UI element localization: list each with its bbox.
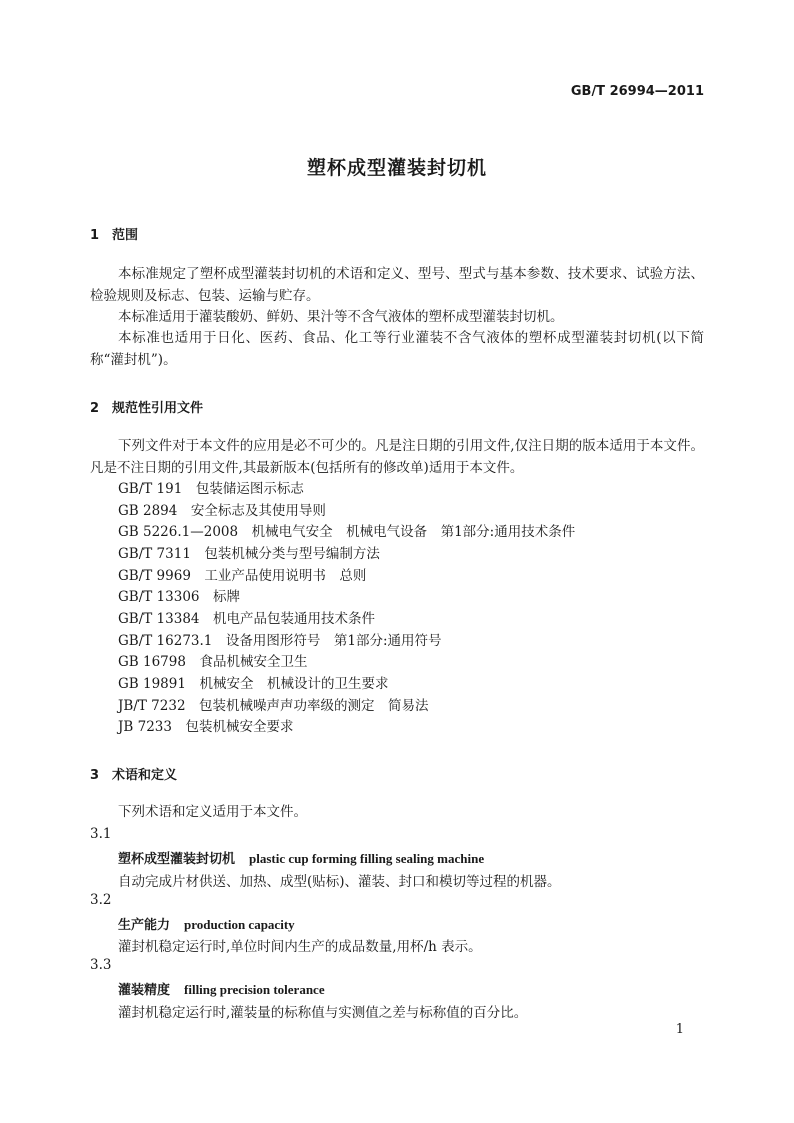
term-definition: 自动完成片材供送、加热、成型(贴标)、灌装、封口和模切等过程的机器。: [118, 874, 561, 890]
term-name: [118, 979, 325, 998]
section-number: 1: [90, 228, 100, 243]
terms-intro: 下列术语和定义适用于本文件。: [118, 804, 307, 820]
scope-paragraph-2: 本标准适用于灌装酸奶、鲜奶、果汁等不含气液体的塑杯成型灌装封切机。: [118, 309, 564, 325]
section-title: 术语和定义: [112, 768, 178, 783]
reference-item: GB 5226.1—2008 机械电气安全 机械电气设备 第1部分:通用技术条件: [118, 524, 576, 540]
reference-item: GB/T 7311 包装机械分类与型号编制方法: [118, 546, 380, 562]
reference-item: GB 16798 食品机械安全卫生: [118, 654, 308, 670]
reference-item: GB 19891 机械安全 机械设计的卫生要求: [118, 676, 389, 692]
reference-item: GB/T 191 包装储运图示标志: [118, 481, 304, 497]
reference-item: GB 2894 安全标志及其使用导则: [118, 503, 326, 519]
reference-item: JB 7233 包装机械安全要求: [118, 719, 294, 735]
reference-item: GB/T 13306 标牌: [118, 589, 240, 605]
term-definition: 灌封机稳定运行时,灌装量的标称值与实测值之差与标称值的百分比。: [118, 1005, 528, 1021]
reference-item: GB/T 16273.1 设备用图形符号 第1部分:通用符号: [118, 633, 442, 649]
section-number: 3: [90, 768, 100, 783]
term-en: filling precision tolerance: [184, 982, 325, 997]
term-number: 3.1: [90, 826, 112, 842]
reference-item: GB/T 9969 工业产品使用说明书 总则: [118, 568, 367, 584]
term-zh: 灌装精度: [118, 983, 171, 998]
term-number: 3.2: [90, 892, 112, 908]
section-3-heading: [90, 764, 177, 783]
scope-paragraph-1: 本标准规定了塑杯成型灌装封切机的术语和定义、型号、型式与基本参数、技术要求、试验方法、检验规则及标志、包装、运输与贮存。: [90, 266, 704, 304]
document-title: 塑杯成型灌装封切机: [306, 157, 487, 179]
section-number: 2: [90, 401, 100, 416]
references-intro: 下列文件对于本文件的应用是必不可少的。凡是注日期的引用文件,仅注日期的版本适用于本文件。凡是不注日期的引用文件,其最新版本(包括所有的修改单)适用于本文件。: [90, 438, 704, 476]
section-title: 范围: [112, 228, 139, 243]
section-1-heading: [90, 224, 138, 243]
scope-paragraph-3: 本标准也适用于日化、医药、食品、化工等行业灌装不含气液体的塑杯成型灌装封切机(以下简称“灌封机”)。: [90, 330, 704, 368]
term-zh: 塑杯成型灌装封切机: [118, 852, 236, 867]
term-number: 3.3: [90, 957, 112, 973]
section-2-heading: [90, 397, 203, 416]
page-number: 1: [675, 1022, 684, 1037]
term-en: plastic cup forming filling sealing machine: [249, 851, 485, 866]
term-zh: 生产能力: [118, 918, 171, 933]
term-name: [118, 914, 295, 933]
section-title: 规范性引用文件: [112, 401, 204, 416]
standard-code: GB/T 26994—2011: [570, 84, 704, 99]
reference-item: JB/T 7232 包装机械噪声声功率级的测定 简易法: [118, 698, 429, 714]
term-en: production capacity: [184, 917, 295, 932]
term-definition: 灌封机稳定运行时,单位时间内生产的成品数量,用杯/h 表示。: [118, 939, 482, 955]
reference-item: GB/T 13384 机电产品包装通用技术条件: [118, 611, 375, 627]
term-name: [118, 848, 484, 867]
